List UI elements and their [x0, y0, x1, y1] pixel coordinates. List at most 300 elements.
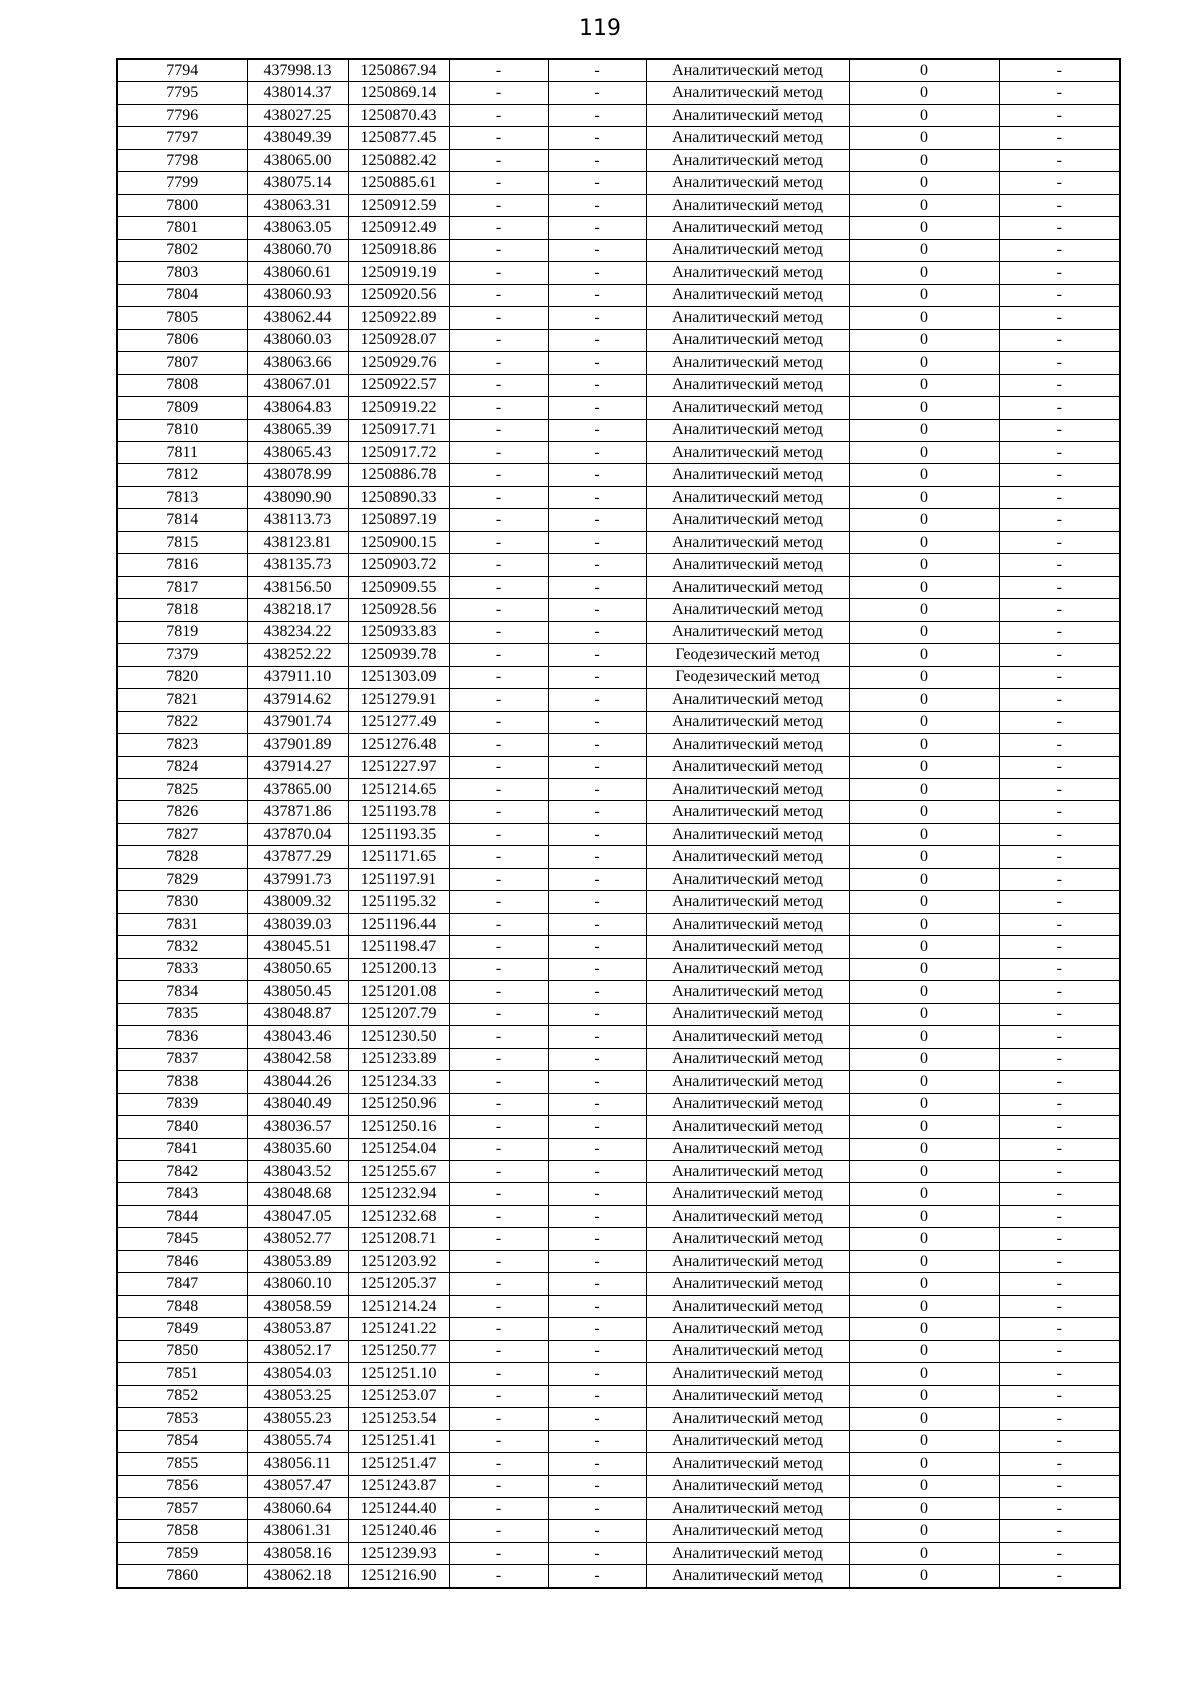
empty-cell-1: -: [449, 913, 548, 935]
empty-cell-2: -: [548, 756, 646, 778]
table-row: [117, 127, 1120, 149]
table-row: [117, 846, 1120, 868]
empty-cell-2: -: [548, 1116, 646, 1138]
method-cell: Аналитический метод: [646, 868, 849, 890]
y-coordinate-cell: 1250909.55: [348, 576, 449, 598]
empty-cell-1: -: [449, 734, 548, 756]
x-coordinate-cell: 438055.23: [247, 1408, 348, 1430]
empty-cell-3: -: [999, 329, 1120, 351]
x-coordinate-cell: 437865.00: [247, 779, 348, 801]
y-coordinate-cell: 1250912.59: [348, 194, 449, 216]
table-row: [117, 1183, 1120, 1205]
method-cell: Аналитический метод: [646, 913, 849, 935]
error-value-cell: 0: [849, 1048, 999, 1070]
y-coordinate-cell: 1250890.33: [348, 486, 449, 508]
y-coordinate-cell: 1251171.65: [348, 846, 449, 868]
table-row: [117, 149, 1120, 171]
error-value-cell: 0: [849, 1093, 999, 1115]
table-row: [117, 194, 1120, 216]
method-cell: Аналитический метод: [646, 1430, 849, 1452]
y-coordinate-cell: 1250886.78: [348, 464, 449, 486]
table-row: [117, 1138, 1120, 1160]
empty-cell-2: -: [548, 284, 646, 306]
empty-cell-3: -: [999, 1318, 1120, 1340]
empty-cell-2: -: [548, 734, 646, 756]
empty-cell-3: -: [999, 149, 1120, 171]
empty-cell-3: -: [999, 936, 1120, 958]
table-row: [117, 1430, 1120, 1452]
empty-cell-3: -: [999, 711, 1120, 733]
point-number-cell: 7810: [117, 419, 247, 441]
table-row: [117, 913, 1120, 935]
empty-cell-3: -: [999, 981, 1120, 1003]
empty-cell-3: -: [999, 666, 1120, 688]
empty-cell-2: -: [548, 307, 646, 329]
table-row: [117, 1385, 1120, 1407]
method-cell: Аналитический метод: [646, 1205, 849, 1227]
table-row: [117, 644, 1120, 666]
x-coordinate-cell: 438113.73: [247, 509, 348, 531]
empty-cell-1: -: [449, 262, 548, 284]
method-cell: Аналитический метод: [646, 104, 849, 126]
empty-cell-1: -: [449, 486, 548, 508]
y-coordinate-cell: 1251279.91: [348, 689, 449, 711]
x-coordinate-cell: 438027.25: [247, 104, 348, 126]
x-coordinate-cell: 438056.11: [247, 1453, 348, 1475]
error-value-cell: 0: [849, 194, 999, 216]
empty-cell-1: -: [449, 1003, 548, 1025]
table-row: [117, 1228, 1120, 1250]
empty-cell-2: -: [548, 194, 646, 216]
empty-cell-3: -: [999, 779, 1120, 801]
table-row: [117, 756, 1120, 778]
empty-cell-1: -: [449, 1273, 548, 1295]
point-number-cell: 7850: [117, 1340, 247, 1362]
error-value-cell: 0: [849, 958, 999, 980]
y-coordinate-cell: 1251255.67: [348, 1160, 449, 1182]
empty-cell-3: -: [999, 509, 1120, 531]
error-value-cell: 0: [849, 554, 999, 576]
y-coordinate-cell: 1250870.43: [348, 104, 449, 126]
x-coordinate-cell: 438252.22: [247, 644, 348, 666]
point-number-cell: 7830: [117, 891, 247, 913]
empty-cell-3: -: [999, 1363, 1120, 1385]
x-coordinate-cell: 438042.58: [247, 1048, 348, 1070]
method-cell: Аналитический метод: [646, 82, 849, 104]
method-cell: Аналитический метод: [646, 1453, 849, 1475]
empty-cell-2: -: [548, 958, 646, 980]
empty-cell-1: -: [449, 846, 548, 868]
y-coordinate-cell: 1251241.22: [348, 1318, 449, 1340]
error-value-cell: 0: [849, 1542, 999, 1564]
error-value-cell: 0: [849, 1116, 999, 1138]
table-row: [117, 509, 1120, 531]
x-coordinate-cell: 438063.31: [247, 194, 348, 216]
y-coordinate-cell: 1251216.90: [348, 1565, 449, 1588]
method-cell: Аналитический метод: [646, 419, 849, 441]
empty-cell-3: -: [999, 576, 1120, 598]
table-row: [117, 576, 1120, 598]
table-row: [117, 711, 1120, 733]
x-coordinate-cell: 438065.39: [247, 419, 348, 441]
method-cell: Аналитический метод: [646, 801, 849, 823]
error-value-cell: 0: [849, 1363, 999, 1385]
y-coordinate-cell: 1251203.92: [348, 1250, 449, 1272]
x-coordinate-cell: 438060.03: [247, 329, 348, 351]
table-row: [117, 1565, 1120, 1588]
table-row: [117, 1116, 1120, 1138]
empty-cell-1: -: [449, 1340, 548, 1362]
empty-cell-2: -: [548, 486, 646, 508]
point-number-cell: 7834: [117, 981, 247, 1003]
table-row: [117, 868, 1120, 890]
method-cell: Аналитический метод: [646, 779, 849, 801]
empty-cell-3: -: [999, 441, 1120, 463]
point-number-cell: 7805: [117, 307, 247, 329]
y-coordinate-cell: 1251214.24: [348, 1295, 449, 1317]
empty-cell-3: -: [999, 823, 1120, 845]
y-coordinate-cell: 1251253.54: [348, 1408, 449, 1430]
error-value-cell: 0: [849, 127, 999, 149]
table-row: [117, 329, 1120, 351]
method-cell: Аналитический метод: [646, 554, 849, 576]
x-coordinate-cell: 438040.49: [247, 1093, 348, 1115]
empty-cell-2: -: [548, 599, 646, 621]
error-value-cell: 0: [849, 352, 999, 374]
x-coordinate-cell: 438061.31: [247, 1520, 348, 1542]
y-coordinate-cell: 1251240.46: [348, 1520, 449, 1542]
empty-cell-1: -: [449, 576, 548, 598]
x-coordinate-cell: 438067.01: [247, 374, 348, 396]
method-cell: Аналитический метод: [646, 1318, 849, 1340]
point-number-cell: 7819: [117, 621, 247, 643]
point-number-cell: 7851: [117, 1363, 247, 1385]
y-coordinate-cell: 1251243.87: [348, 1475, 449, 1497]
y-coordinate-cell: 1251232.68: [348, 1205, 449, 1227]
y-coordinate-cell: 1251250.96: [348, 1093, 449, 1115]
method-cell: Аналитический метод: [646, 1475, 849, 1497]
method-cell: Аналитический метод: [646, 1565, 849, 1588]
error-value-cell: 0: [849, 509, 999, 531]
method-cell: Аналитический метод: [646, 374, 849, 396]
method-cell: Аналитический метод: [646, 1340, 849, 1362]
x-coordinate-cell: 438043.52: [247, 1160, 348, 1182]
empty-cell-2: -: [548, 1228, 646, 1250]
method-cell: Геодезический метод: [646, 644, 849, 666]
x-coordinate-cell: 438048.68: [247, 1183, 348, 1205]
point-number-cell: 7802: [117, 239, 247, 261]
point-number-cell: 7817: [117, 576, 247, 598]
empty-cell-1: -: [449, 599, 548, 621]
table-row: [117, 374, 1120, 396]
y-coordinate-cell: 1251239.93: [348, 1542, 449, 1564]
empty-cell-3: -: [999, 1565, 1120, 1588]
table-row: [117, 801, 1120, 823]
point-number-cell: 7835: [117, 1003, 247, 1025]
error-value-cell: 0: [849, 149, 999, 171]
point-number-cell: 7838: [117, 1071, 247, 1093]
error-value-cell: 0: [849, 823, 999, 845]
empty-cell-1: -: [449, 1295, 548, 1317]
empty-cell-3: -: [999, 397, 1120, 419]
y-coordinate-cell: 1251230.50: [348, 1026, 449, 1048]
error-value-cell: 0: [849, 419, 999, 441]
empty-cell-3: -: [999, 1453, 1120, 1475]
empty-cell-2: -: [548, 868, 646, 890]
empty-cell-2: -: [548, 891, 646, 913]
table-row: [117, 779, 1120, 801]
error-value-cell: 0: [849, 1183, 999, 1205]
empty-cell-3: -: [999, 599, 1120, 621]
y-coordinate-cell: 1251303.09: [348, 666, 449, 688]
method-cell: Аналитический метод: [646, 734, 849, 756]
empty-cell-3: -: [999, 1408, 1120, 1430]
point-number-cell: 7844: [117, 1205, 247, 1227]
empty-cell-1: -: [449, 644, 548, 666]
method-cell: Аналитический метод: [646, 1183, 849, 1205]
empty-cell-2: -: [548, 1295, 646, 1317]
x-coordinate-cell: 438060.93: [247, 284, 348, 306]
y-coordinate-cell: 1251277.49: [348, 711, 449, 733]
empty-cell-3: -: [999, 958, 1120, 980]
table-row: [117, 1340, 1120, 1362]
empty-cell-1: -: [449, 621, 548, 643]
empty-cell-1: -: [449, 1565, 548, 1588]
method-cell: Аналитический метод: [646, 352, 849, 374]
x-coordinate-cell: 438060.70: [247, 239, 348, 261]
empty-cell-1: -: [449, 531, 548, 553]
x-coordinate-cell: 438058.59: [247, 1295, 348, 1317]
x-coordinate-cell: 438053.89: [247, 1250, 348, 1272]
empty-cell-3: -: [999, 1542, 1120, 1564]
point-number-cell: 7798: [117, 149, 247, 171]
y-coordinate-cell: 1250922.57: [348, 374, 449, 396]
method-cell: Аналитический метод: [646, 127, 849, 149]
empty-cell-3: -: [999, 621, 1120, 643]
empty-cell-2: -: [548, 936, 646, 958]
method-cell: Аналитический метод: [646, 1498, 849, 1520]
point-number-cell: 7795: [117, 82, 247, 104]
error-value-cell: 0: [849, 1453, 999, 1475]
point-number-cell: 7831: [117, 913, 247, 935]
x-coordinate-cell: 438045.51: [247, 936, 348, 958]
table-row: [117, 1520, 1120, 1542]
empty-cell-2: -: [548, 1363, 646, 1385]
x-coordinate-cell: 438234.22: [247, 621, 348, 643]
y-coordinate-cell: 1251250.16: [348, 1116, 449, 1138]
table-row: [117, 1318, 1120, 1340]
point-number-cell: 7804: [117, 284, 247, 306]
empty-cell-1: -: [449, 1453, 548, 1475]
table-row: [117, 689, 1120, 711]
empty-cell-2: -: [548, 1250, 646, 1272]
empty-cell-3: -: [999, 374, 1120, 396]
y-coordinate-cell: 1250928.07: [348, 329, 449, 351]
empty-cell-3: -: [999, 284, 1120, 306]
point-number-cell: 7806: [117, 329, 247, 351]
method-cell: Аналитический метод: [646, 1003, 849, 1025]
empty-cell-2: -: [548, 779, 646, 801]
x-coordinate-cell: 438060.61: [247, 262, 348, 284]
point-number-cell: 7856: [117, 1475, 247, 1497]
empty-cell-1: -: [449, 149, 548, 171]
y-coordinate-cell: 1250877.45: [348, 127, 449, 149]
x-coordinate-cell: 438039.03: [247, 913, 348, 935]
empty-cell-2: -: [548, 801, 646, 823]
x-coordinate-cell: 438057.47: [247, 1475, 348, 1497]
empty-cell-1: -: [449, 464, 548, 486]
table-row: [117, 958, 1120, 980]
y-coordinate-cell: 1251205.37: [348, 1273, 449, 1295]
empty-cell-1: -: [449, 194, 548, 216]
point-number-cell: 7799: [117, 172, 247, 194]
error-value-cell: 0: [849, 397, 999, 419]
point-number-cell: 7848: [117, 1295, 247, 1317]
page-number: 119: [579, 16, 621, 41]
empty-cell-1: -: [449, 801, 548, 823]
table-row: [117, 599, 1120, 621]
x-coordinate-cell: 438062.44: [247, 307, 348, 329]
empty-cell-1: -: [449, 284, 548, 306]
error-value-cell: 0: [849, 284, 999, 306]
table-row: [117, 1542, 1120, 1564]
empty-cell-2: -: [548, 1093, 646, 1115]
method-cell: Аналитический метод: [646, 1385, 849, 1407]
empty-cell-3: -: [999, 846, 1120, 868]
empty-cell-1: -: [449, 441, 548, 463]
empty-cell-2: -: [548, 644, 646, 666]
x-coordinate-cell: 438060.64: [247, 1498, 348, 1520]
point-number-cell: 7832: [117, 936, 247, 958]
error-value-cell: 0: [849, 374, 999, 396]
empty-cell-3: -: [999, 891, 1120, 913]
method-cell: Аналитический метод: [646, 621, 849, 643]
empty-cell-2: -: [548, 1205, 646, 1227]
y-coordinate-cell: 1250917.71: [348, 419, 449, 441]
y-coordinate-cell: 1251200.13: [348, 958, 449, 980]
point-number-cell: 7842: [117, 1160, 247, 1182]
table-row: [117, 59, 1120, 82]
error-value-cell: 0: [849, 599, 999, 621]
point-number-cell: 7816: [117, 554, 247, 576]
y-coordinate-cell: 1251232.94: [348, 1183, 449, 1205]
point-number-cell: 7854: [117, 1430, 247, 1452]
error-value-cell: 0: [849, 1318, 999, 1340]
empty-cell-2: -: [548, 621, 646, 643]
empty-cell-3: -: [999, 1250, 1120, 1272]
y-coordinate-cell: 1250928.56: [348, 599, 449, 621]
method-cell: Аналитический метод: [646, 441, 849, 463]
method-cell: Аналитический метод: [646, 486, 849, 508]
x-coordinate-cell: 437914.62: [247, 689, 348, 711]
empty-cell-3: -: [999, 239, 1120, 261]
x-coordinate-cell: 438065.43: [247, 441, 348, 463]
x-coordinate-cell: 438090.90: [247, 486, 348, 508]
point-number-cell: 7821: [117, 689, 247, 711]
point-number-cell: 7828: [117, 846, 247, 868]
empty-cell-2: -: [548, 981, 646, 1003]
point-number-cell: 7839: [117, 1093, 247, 1115]
point-number-cell: 7796: [117, 104, 247, 126]
method-cell: Аналитический метод: [646, 599, 849, 621]
empty-cell-1: -: [449, 59, 548, 82]
empty-cell-1: -: [449, 1026, 548, 1048]
empty-cell-1: -: [449, 981, 548, 1003]
empty-cell-3: -: [999, 1295, 1120, 1317]
empty-cell-3: -: [999, 59, 1120, 82]
error-value-cell: 0: [849, 1205, 999, 1227]
method-cell: Аналитический метод: [646, 262, 849, 284]
empty-cell-2: -: [548, 329, 646, 351]
x-coordinate-cell: 438078.99: [247, 464, 348, 486]
empty-cell-2: -: [548, 464, 646, 486]
empty-cell-2: -: [548, 689, 646, 711]
x-coordinate-cell: 438055.74: [247, 1430, 348, 1452]
empty-cell-3: -: [999, 913, 1120, 935]
method-cell: Аналитический метод: [646, 464, 849, 486]
empty-cell-2: -: [548, 149, 646, 171]
error-value-cell: 0: [849, 531, 999, 553]
empty-cell-2: -: [548, 1048, 646, 1070]
error-value-cell: 0: [849, 1138, 999, 1160]
empty-cell-2: -: [548, 419, 646, 441]
empty-cell-3: -: [999, 554, 1120, 576]
x-coordinate-cell: 438053.87: [247, 1318, 348, 1340]
error-value-cell: 0: [849, 217, 999, 239]
empty-cell-1: -: [449, 172, 548, 194]
empty-cell-2: -: [548, 374, 646, 396]
table-row: [117, 262, 1120, 284]
error-value-cell: 0: [849, 891, 999, 913]
error-value-cell: 0: [849, 981, 999, 1003]
empty-cell-1: -: [449, 307, 548, 329]
table-row: [117, 397, 1120, 419]
method-cell: Аналитический метод: [646, 217, 849, 239]
empty-cell-3: -: [999, 307, 1120, 329]
empty-cell-3: -: [999, 1475, 1120, 1497]
method-cell: Аналитический метод: [646, 1071, 849, 1093]
method-cell: Аналитический метод: [646, 1116, 849, 1138]
point-number-cell: 7836: [117, 1026, 247, 1048]
method-cell: Аналитический метод: [646, 1408, 849, 1430]
point-number-cell: 7843: [117, 1183, 247, 1205]
point-number-cell: 7820: [117, 666, 247, 688]
empty-cell-1: -: [449, 1138, 548, 1160]
point-number-cell: 7815: [117, 531, 247, 553]
empty-cell-1: -: [449, 1542, 548, 1564]
method-cell: Аналитический метод: [646, 711, 849, 733]
point-number-cell: 7829: [117, 868, 247, 890]
y-coordinate-cell: 1251234.33: [348, 1071, 449, 1093]
point-number-cell: 7857: [117, 1498, 247, 1520]
empty-cell-1: -: [449, 823, 548, 845]
empty-cell-1: -: [449, 82, 548, 104]
table-row: [117, 104, 1120, 126]
error-value-cell: 0: [849, 913, 999, 935]
empty-cell-3: -: [999, 352, 1120, 374]
empty-cell-2: -: [548, 1408, 646, 1430]
point-number-cell: 7807: [117, 352, 247, 374]
empty-cell-2: -: [548, 576, 646, 598]
empty-cell-3: -: [999, 1273, 1120, 1295]
method-cell: Аналитический метод: [646, 981, 849, 1003]
table-row: [117, 666, 1120, 688]
y-coordinate-cell: 1251197.91: [348, 868, 449, 890]
x-coordinate-cell: 438065.00: [247, 149, 348, 171]
empty-cell-1: -: [449, 397, 548, 419]
empty-cell-3: -: [999, 1228, 1120, 1250]
error-value-cell: 0: [849, 1295, 999, 1317]
